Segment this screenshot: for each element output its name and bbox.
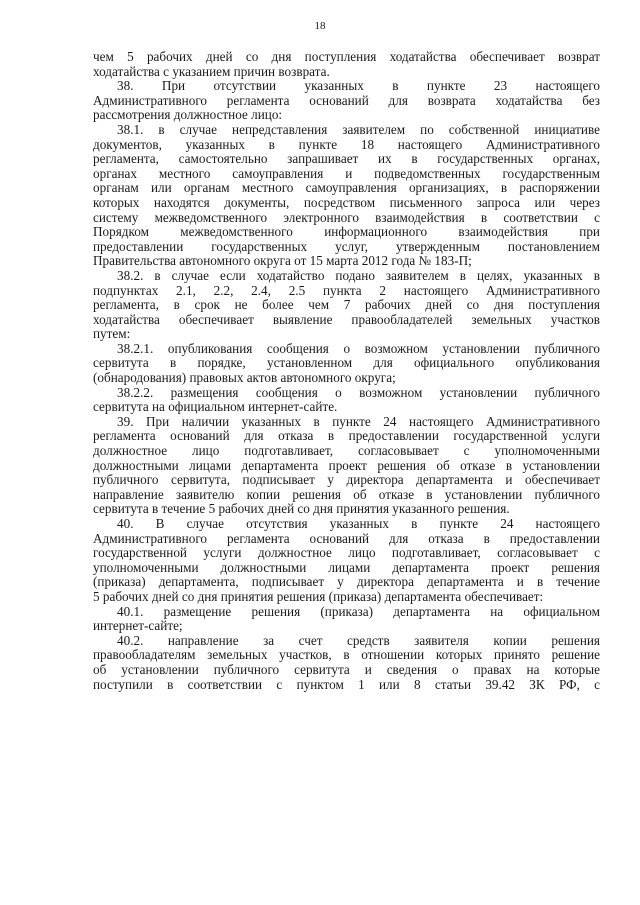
text-line: (обнародования) правовых актов автономного округа;	[93, 370, 396, 386]
text-line: правообладателям земельных участков, в отношении которых принято решение	[93, 647, 600, 663]
text-line: ходатайства с указанием причин возврата.	[93, 63, 330, 79]
text-line: 38.1. в случае непредставления заявителем по собственной инициативе	[117, 121, 600, 137]
text-line: Правительства автономного округа от 15 марта 2012 года № 183-П;	[93, 253, 472, 269]
text-line: должностное лицо подготавливает, согласовывает с уполномоченными	[93, 443, 600, 459]
text-line: путем:	[93, 326, 131, 342]
text-line: должностными лицами департамента проект решения об отказе в установлении	[93, 457, 600, 473]
text-line: 38.2.1. опубликования сообщения о возможном установлении публичного	[117, 340, 600, 356]
text-line: поступили в соответствии с пунктом 1 или 8 статьи 39.42 ЗК РФ, с	[93, 676, 600, 692]
text-line: Порядком межведомственного информационного взаимодействия при	[93, 224, 600, 240]
text-line: Административного регламента оснований для отказа в предоставлении	[93, 530, 600, 546]
text-line: сервитута в порядке, установленном для официального опубликования	[93, 355, 600, 371]
text-line: (приказа) департамента, подписывает у директора департамента и в течение	[93, 574, 600, 590]
text-line: предоставлении государственных услуг, утвержденным постановлением	[93, 238, 600, 254]
text-line: чем 5 рабочих дней со дня поступления ходатайства обеспечивает возврат	[93, 49, 600, 64]
text-line: уполномоченными должностными лицами департамента проект решения	[93, 559, 600, 575]
text-line: 5 рабочих дней со дня принятия решения (приказа) департамента обеспечивает:	[93, 588, 544, 604]
page-number: 18	[314, 20, 326, 32]
text-line: регламента оснований для отказа в предоставлении государственной услуги	[93, 428, 600, 444]
document-body	[93, 50, 600, 692]
text-line: об установлении публичного сервитута и сведения о правах на которые	[93, 661, 600, 677]
text-line: 39. При наличии указанных в пункте 24 настоящего Административного	[117, 413, 600, 429]
text-line: регламента, в срок не более чем 7 рабочих дней со дня поступления	[93, 297, 600, 313]
text-line: сервитута на официальном интернет-сайте.	[93, 399, 338, 415]
text-line: направление заявителю копии решения об отказе в установлении публичного	[93, 486, 600, 502]
text-line: которых находятся документы, посредством письменного запроса или через	[93, 194, 600, 210]
text-line: 38. При отсутствии указанных в пункте 23 настоящего	[117, 78, 600, 94]
text-line: государственной услуги должностное лицо подготавливает, согласовывает с	[93, 545, 600, 561]
text-line: 40. В случае отсутствия указанных в пункте 24 настоящего	[117, 516, 600, 531]
text-line: 38.2. в случае если ходатайство подано заявителем в целях, указанных в	[117, 267, 600, 283]
text-line: ходатайства обеспечивает выявление правообладателей земельных участков	[93, 311, 600, 327]
text-line: документов, указанных в пункте 18 настоящего Административного	[93, 136, 600, 152]
text-line: публичного сервитута, подписывает у директора департамента и обеспечивает	[93, 472, 600, 488]
text-line: регламента, самостоятельно запрашивает их в государственных органах,	[93, 151, 600, 167]
text-line: органам или органам местного самоуправления организациях, в распоряжении	[93, 180, 600, 196]
text-line: Административного регламента оснований для возврата ходатайства без	[93, 92, 600, 108]
text-line: 40.2. направление за счет средств заявителя копии решения	[117, 632, 600, 648]
text-line: органах местного самоуправления и подведомственных государственным	[93, 165, 600, 181]
text-line: систему межведомственного электронного взаимодействия в соответствии с	[93, 209, 600, 225]
text-line: рассмотрения должностное лицо:	[93, 107, 283, 123]
text-line: сервитута в течение 5 рабочих дней со дня принятия указанного решения.	[93, 501, 510, 517]
text-line: подпунктах 2.1, 2.2, 2.4, 2.5 пункта 2 настоящего Административного	[93, 282, 600, 298]
text-line: 38.2.2. размещения сообщения о возможном установлении публичного	[117, 384, 600, 400]
text-line: 40.1. размещение решения (приказа) департамента на официальном	[117, 603, 600, 619]
text-line: интернет-сайте;	[93, 618, 183, 634]
